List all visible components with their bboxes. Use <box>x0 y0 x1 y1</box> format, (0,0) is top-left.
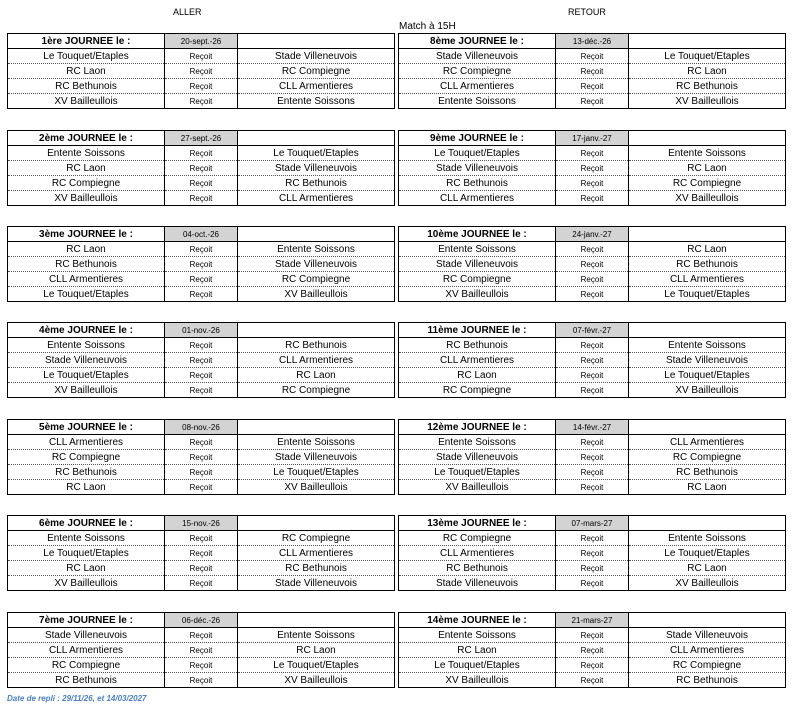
hosts-label: Reçoit <box>556 450 629 465</box>
home-team: RC Compiegne <box>8 176 165 191</box>
home-team: XV Bailleullois <box>399 287 556 302</box>
home-team: RC Bethunois <box>8 465 165 480</box>
home-team: Entente Soissons <box>399 242 556 257</box>
home-team: XV Bailleullois <box>8 191 165 206</box>
match-row <box>8 673 395 688</box>
away-team: Stade Villeneuvois <box>238 161 395 176</box>
match-row <box>8 465 395 480</box>
away-team: CLL Armentieres <box>629 435 786 450</box>
hosts-label: Reçoit <box>556 49 629 64</box>
match-row <box>8 176 395 191</box>
empty-cell <box>629 131 786 146</box>
hosts-label: Reçoit <box>556 546 629 561</box>
match-row <box>8 480 395 495</box>
empty-cell <box>629 323 786 338</box>
hosts-label: Reçoit <box>165 338 238 353</box>
away-team: Entente Soissons <box>238 242 395 257</box>
matchday-date: 21-mars-27 <box>556 613 629 628</box>
hosts-label: Reçoit <box>165 628 238 643</box>
away-team: Stade Villeneuvois <box>238 49 395 64</box>
match-row <box>399 576 786 591</box>
match-row <box>399 338 786 353</box>
away-team: RC Bethunois <box>238 561 395 576</box>
empty-cell <box>629 34 786 49</box>
match-time-note: Match à 15H <box>399 21 456 32</box>
home-team: Le Touquet/Etaples <box>8 287 165 302</box>
match-row <box>399 546 786 561</box>
hosts-label: Reçoit <box>165 64 238 79</box>
aller-header: ALLER <box>173 7 202 17</box>
matchday-title: 11ème JOURNEE le : <box>399 323 556 338</box>
hosts-label: Reçoit <box>556 658 629 673</box>
match-row <box>399 272 786 287</box>
hosts-label: Reçoit <box>165 576 238 591</box>
hosts-label: Reçoit <box>556 287 629 302</box>
match-row <box>399 49 786 64</box>
away-team: Le Touquet/Etaples <box>238 146 395 161</box>
away-team: RC Compiegne <box>629 450 786 465</box>
away-team: XV Bailleullois <box>629 191 786 206</box>
hosts-label: Reçoit <box>165 658 238 673</box>
hosts-label: Reçoit <box>165 465 238 480</box>
away-team: Stade Villeneuvois <box>629 628 786 643</box>
away-team: Stade Villeneuvois <box>238 576 395 591</box>
away-team: RC Laon <box>629 561 786 576</box>
match-row <box>8 368 395 383</box>
home-team: XV Bailleullois <box>399 480 556 495</box>
home-team: RC Laon <box>399 643 556 658</box>
away-team: RC Laon <box>238 368 395 383</box>
away-team: XV Bailleullois <box>629 383 786 398</box>
hosts-label: Reçoit <box>556 561 629 576</box>
match-row <box>8 79 395 94</box>
match-row <box>399 673 786 688</box>
away-team: XV Bailleullois <box>629 576 786 591</box>
home-team: Entente Soissons <box>8 338 165 353</box>
home-team: Stade Villeneuvois <box>399 257 556 272</box>
home-team: CLL Armentieres <box>8 272 165 287</box>
away-team: Le Touquet/Etaples <box>629 546 786 561</box>
away-team: RC Compiegne <box>629 176 786 191</box>
empty-cell <box>629 420 786 435</box>
retour-matchday-table <box>398 130 786 206</box>
retour-matchday-table <box>398 515 786 591</box>
hosts-label: Reçoit <box>556 480 629 495</box>
home-team: Le Touquet/Etaples <box>8 368 165 383</box>
home-team: Le Touquet/Etaples <box>8 546 165 561</box>
home-team: RC Laon <box>8 561 165 576</box>
away-team: XV Bailleullois <box>238 480 395 495</box>
away-team: RC Compiegne <box>238 64 395 79</box>
match-row <box>399 628 786 643</box>
home-team: RC Laon <box>8 242 165 257</box>
hosts-label: Reçoit <box>556 435 629 450</box>
home-team: Stade Villeneuvois <box>8 628 165 643</box>
empty-cell <box>238 613 395 628</box>
match-row <box>8 531 395 546</box>
match-row <box>8 561 395 576</box>
home-team: RC Compiegne <box>8 450 165 465</box>
retour-matchday-table <box>398 226 786 302</box>
match-row <box>399 176 786 191</box>
away-team: RC Compiegne <box>238 272 395 287</box>
hosts-label: Reçoit <box>556 161 629 176</box>
hosts-label: Reçoit <box>165 79 238 94</box>
matchday-title: 9ème JOURNEE le : <box>399 131 556 146</box>
retour-matchday-table <box>398 322 786 398</box>
empty-cell <box>238 516 395 531</box>
hosts-label: Reçoit <box>556 79 629 94</box>
matchday-date: 27-sept.-26 <box>165 131 238 146</box>
home-team: RC Compiegne <box>399 64 556 79</box>
home-team: Entente Soissons <box>8 531 165 546</box>
match-row <box>8 546 395 561</box>
hosts-label: Reçoit <box>556 368 629 383</box>
match-row <box>8 338 395 353</box>
match-row <box>399 450 786 465</box>
hosts-label: Reçoit <box>165 94 238 109</box>
home-team: XV Bailleullois <box>399 673 556 688</box>
match-row <box>8 49 395 64</box>
hosts-label: Reçoit <box>165 673 238 688</box>
match-row <box>8 643 395 658</box>
match-row <box>8 191 395 206</box>
home-team: RC Compiegne <box>399 531 556 546</box>
away-team: XV Bailleullois <box>238 673 395 688</box>
hosts-label: Reçoit <box>556 576 629 591</box>
match-row <box>8 287 395 302</box>
away-team: XV Bailleullois <box>238 287 395 302</box>
home-team: RC Bethunois <box>399 338 556 353</box>
home-team: CLL Armentieres <box>8 643 165 658</box>
hosts-label: Reçoit <box>165 643 238 658</box>
match-row <box>399 257 786 272</box>
hosts-label: Reçoit <box>165 368 238 383</box>
matchday-title: 2ème JOURNEE le : <box>8 131 165 146</box>
retour-matchday-table <box>398 33 786 109</box>
hosts-label: Reçoit <box>556 673 629 688</box>
empty-cell <box>629 516 786 531</box>
matchday-date: 20-sept.-26 <box>165 34 238 49</box>
hosts-label: Reçoit <box>556 643 629 658</box>
hosts-label: Reçoit <box>165 146 238 161</box>
aller-matchday-table <box>7 322 395 398</box>
matchday-title: 13ème JOURNEE le : <box>399 516 556 531</box>
matchday-date: 07-mars-27 <box>556 516 629 531</box>
match-row <box>399 191 786 206</box>
away-team: Entente Soissons <box>629 146 786 161</box>
fallback-date-note: Date de repli : 29/11/26, et 14/03/2027 <box>7 694 147 703</box>
match-row <box>399 435 786 450</box>
retour-header: RETOUR <box>568 7 606 17</box>
matchday-date: 04-oct.-26 <box>165 227 238 242</box>
hosts-label: Reçoit <box>556 383 629 398</box>
empty-cell <box>629 227 786 242</box>
match-row <box>8 257 395 272</box>
matchday-title: 12ème JOURNEE le : <box>399 420 556 435</box>
matchday-title: 3ème JOURNEE le : <box>8 227 165 242</box>
away-team: RC Laon <box>238 643 395 658</box>
home-team: RC Compiegne <box>399 272 556 287</box>
matchday-title: 10ème JOURNEE le : <box>399 227 556 242</box>
away-team: CLL Armentieres <box>238 191 395 206</box>
home-team: CLL Armentieres <box>399 191 556 206</box>
hosts-label: Reçoit <box>165 435 238 450</box>
match-row <box>8 146 395 161</box>
away-team: Le Touquet/Etaples <box>629 49 786 64</box>
matchday-date: 15-nov.-26 <box>165 516 238 531</box>
match-row <box>399 465 786 480</box>
home-team: CLL Armentieres <box>8 435 165 450</box>
home-team: Le Touquet/Etaples <box>8 49 165 64</box>
away-team: CLL Armentieres <box>238 79 395 94</box>
home-team: RC Laon <box>8 64 165 79</box>
hosts-label: Reçoit <box>165 480 238 495</box>
empty-cell <box>238 323 395 338</box>
match-row <box>399 94 786 109</box>
away-team: Le Touquet/Etaples <box>238 658 395 673</box>
empty-cell <box>629 613 786 628</box>
away-team: CLL Armentieres <box>238 546 395 561</box>
away-team: RC Compiegne <box>238 383 395 398</box>
away-team: Stade Villeneuvois <box>238 257 395 272</box>
home-team: RC Compiegne <box>399 383 556 398</box>
away-team: RC Bethunois <box>238 338 395 353</box>
home-team: RC Bethunois <box>399 176 556 191</box>
away-team: Stade Villeneuvois <box>629 353 786 368</box>
hosts-label: Reçoit <box>556 465 629 480</box>
match-row <box>399 146 786 161</box>
hosts-label: Reçoit <box>556 242 629 257</box>
home-team: XV Bailleullois <box>8 576 165 591</box>
aller-matchday-table <box>7 33 395 109</box>
away-team: RC Laon <box>629 64 786 79</box>
away-team: Entente Soissons <box>629 531 786 546</box>
away-team: Entente Soissons <box>238 94 395 109</box>
hosts-label: Reçoit <box>556 146 629 161</box>
home-team: RC Bethunois <box>8 257 165 272</box>
match-row <box>8 628 395 643</box>
away-team: Entente Soissons <box>629 338 786 353</box>
home-team: Entente Soissons <box>399 628 556 643</box>
matchday-date: 13-déc.-26 <box>556 34 629 49</box>
retour-matchday-table <box>398 612 786 688</box>
hosts-label: Reçoit <box>165 287 238 302</box>
hosts-label: Reçoit <box>556 272 629 287</box>
aller-matchday-table <box>7 419 395 495</box>
hosts-label: Reçoit <box>165 161 238 176</box>
match-row <box>399 531 786 546</box>
away-team: RC Bethunois <box>629 257 786 272</box>
match-row <box>399 643 786 658</box>
match-row <box>8 242 395 257</box>
match-row <box>8 450 395 465</box>
aller-matchday-table <box>7 515 395 591</box>
home-team: Stade Villeneuvois <box>399 161 556 176</box>
home-team: RC Laon <box>8 161 165 176</box>
matchday-date: 08-nov.-26 <box>165 420 238 435</box>
home-team: RC Compiegne <box>8 658 165 673</box>
hosts-label: Reçoit <box>556 64 629 79</box>
away-team: Entente Soissons <box>238 435 395 450</box>
match-row <box>8 64 395 79</box>
hosts-label: Reçoit <box>556 338 629 353</box>
match-row <box>8 272 395 287</box>
hosts-label: Reçoit <box>165 49 238 64</box>
home-team: Entente Soissons <box>399 94 556 109</box>
home-team: RC Bethunois <box>399 561 556 576</box>
home-team: Le Touquet/Etaples <box>399 465 556 480</box>
hosts-label: Reçoit <box>165 531 238 546</box>
matchday-title: 8ème JOURNEE le : <box>399 34 556 49</box>
home-team: Le Touquet/Etaples <box>399 658 556 673</box>
match-row <box>8 435 395 450</box>
hosts-label: Reçoit <box>165 561 238 576</box>
match-row <box>399 353 786 368</box>
hosts-label: Reçoit <box>165 353 238 368</box>
matchday-date: 14-févr.-27 <box>556 420 629 435</box>
match-row <box>399 368 786 383</box>
matchday-date: 07-févr.-27 <box>556 323 629 338</box>
home-team: Entente Soissons <box>8 146 165 161</box>
match-row <box>399 79 786 94</box>
match-row <box>8 576 395 591</box>
home-team: RC Bethunois <box>8 673 165 688</box>
aller-matchday-table <box>7 226 395 302</box>
aller-matchday-table <box>7 130 395 206</box>
away-team: Le Touquet/Etaples <box>238 465 395 480</box>
empty-cell <box>238 34 395 49</box>
matchday-date: 24-janv.-27 <box>556 227 629 242</box>
hosts-label: Reçoit <box>165 191 238 206</box>
home-team: Stade Villeneuvois <box>399 450 556 465</box>
hosts-label: Reçoit <box>165 242 238 257</box>
home-team: XV Bailleullois <box>8 383 165 398</box>
matchday-title: 6ème JOURNEE le : <box>8 516 165 531</box>
away-team: RC Bethunois <box>629 673 786 688</box>
away-team: Entente Soissons <box>238 628 395 643</box>
matchday-date: 17-janv.-27 <box>556 131 629 146</box>
hosts-label: Reçoit <box>165 257 238 272</box>
matchday-title: 1ère JOURNEE le : <box>8 34 165 49</box>
away-team: RC Laon <box>629 161 786 176</box>
matchday-title: 5ème JOURNEE le : <box>8 420 165 435</box>
home-team: Stade Villeneuvois <box>399 576 556 591</box>
match-row <box>8 353 395 368</box>
away-team: RC Bethunois <box>629 465 786 480</box>
match-row <box>8 94 395 109</box>
empty-cell <box>238 131 395 146</box>
home-team: CLL Armentieres <box>399 79 556 94</box>
empty-cell <box>238 420 395 435</box>
away-team: CLL Armentieres <box>629 643 786 658</box>
match-row <box>399 161 786 176</box>
home-team: RC Laon <box>8 480 165 495</box>
retour-matchday-table <box>398 419 786 495</box>
match-row <box>399 561 786 576</box>
home-team: RC Bethunois <box>8 79 165 94</box>
match-row <box>399 242 786 257</box>
hosts-label: Reçoit <box>556 191 629 206</box>
home-team: Stade Villeneuvois <box>8 353 165 368</box>
match-row <box>399 64 786 79</box>
hosts-label: Reçoit <box>165 272 238 287</box>
away-team: Stade Villeneuvois <box>238 450 395 465</box>
home-team: Stade Villeneuvois <box>399 49 556 64</box>
matchday-date: 06-déc.-26 <box>165 613 238 628</box>
home-team: CLL Armentieres <box>399 353 556 368</box>
away-team: RC Bethunois <box>238 176 395 191</box>
hosts-label: Reçoit <box>556 257 629 272</box>
match-row <box>399 480 786 495</box>
matchday-title: 4ème JOURNEE le : <box>8 323 165 338</box>
hosts-label: Reçoit <box>556 176 629 191</box>
hosts-label: Reçoit <box>556 531 629 546</box>
away-team: RC Laon <box>629 242 786 257</box>
home-team: CLL Armentieres <box>399 546 556 561</box>
match-row <box>399 287 786 302</box>
matchday-title: 14ème JOURNEE le : <box>399 613 556 628</box>
away-team: RC Laon <box>629 480 786 495</box>
home-team: RC Laon <box>399 368 556 383</box>
matchday-date: 01-nov.-26 <box>165 323 238 338</box>
hosts-label: Reçoit <box>165 383 238 398</box>
away-team: XV Bailleullois <box>629 94 786 109</box>
hosts-label: Reçoit <box>165 546 238 561</box>
matchday-title: 7ème JOURNEE le : <box>8 613 165 628</box>
away-team: Le Touquet/Etaples <box>629 287 786 302</box>
hosts-label: Reçoit <box>165 176 238 191</box>
home-team: XV Bailleullois <box>8 94 165 109</box>
hosts-label: Reçoit <box>556 94 629 109</box>
away-team: CLL Armentieres <box>238 353 395 368</box>
home-team: Le Touquet/Etaples <box>399 146 556 161</box>
match-row <box>399 383 786 398</box>
match-row <box>8 658 395 673</box>
away-team: RC Compiegne <box>629 658 786 673</box>
home-team: Entente Soissons <box>399 435 556 450</box>
away-team: Le Touquet/Etaples <box>629 368 786 383</box>
match-row <box>399 658 786 673</box>
hosts-label: Reçoit <box>556 628 629 643</box>
match-row <box>8 161 395 176</box>
away-team: RC Bethunois <box>629 79 786 94</box>
hosts-label: Reçoit <box>556 353 629 368</box>
away-team: RC Compiegne <box>238 531 395 546</box>
hosts-label: Reçoit <box>165 450 238 465</box>
aller-matchday-table <box>7 612 395 688</box>
empty-cell <box>238 227 395 242</box>
match-row <box>8 383 395 398</box>
away-team: CLL Armentieres <box>629 272 786 287</box>
